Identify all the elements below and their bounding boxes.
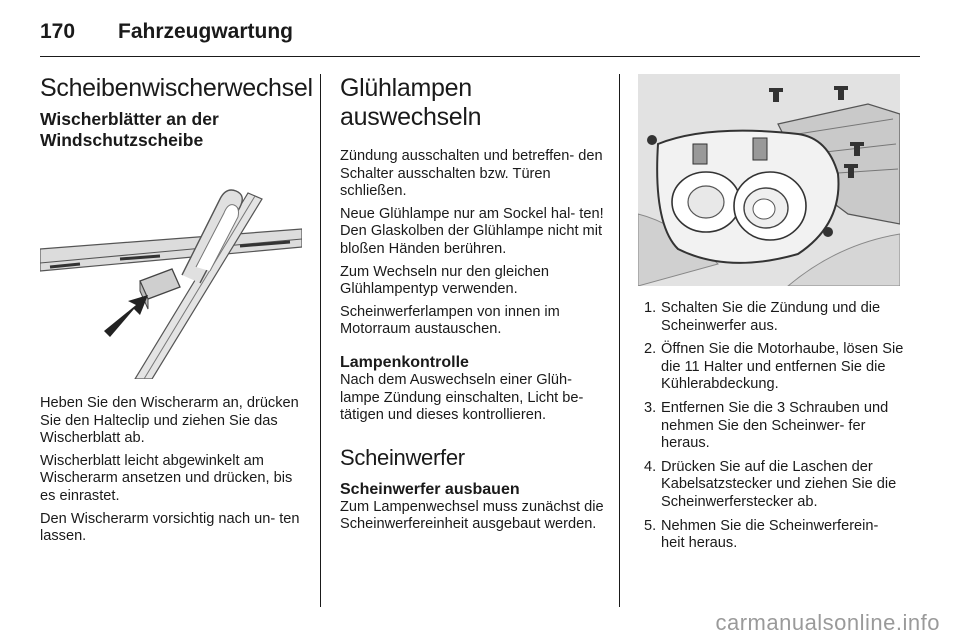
section-title-bulbs-line1: Glühlampen [340, 74, 472, 102]
step-text: Drücken Sie auf die Laschen der Kabelsatzstecker und ziehen Sie die Scheinwerferstecker ab. [661, 458, 897, 510]
column-wiper [40, 74, 313, 551]
column-divider-1 [320, 74, 321, 607]
list-item [638, 341, 904, 394]
page-header [40, 20, 920, 52]
section-title-wiper: Scheibenwischerwechsel [40, 74, 313, 102]
step-text: Öffnen Sie die Motorhaube, lösen Sie die 11 Halter und entfernen Sie die Kühlerabdeckung. [661, 341, 904, 393]
paragraph-wiper-3: Den Wischerarm vorsichtig nach un- ten lassen. [40, 510, 300, 545]
list-item [638, 459, 904, 512]
step-number: 1. [644, 300, 657, 316]
step-text: Entfernen Sie die 3 Schrauben und nehmen Sie den Scheinwer- fer heraus. [661, 399, 889, 452]
paragraph-wiper-2: Wischerblatt leicht abgewinkelt am Wischerarm ansetzen und drücken, bis es einrastet. [40, 452, 293, 504]
column-headlamp-steps [638, 74, 904, 559]
paragraph-scheinwerfer: Zum Lampenwechsel muss zunächst die Scheinwerfereinheit ausgebaut werden. [340, 498, 604, 533]
list-item [638, 300, 904, 335]
heading-lampenkontrolle: Lampenkontrolle [340, 353, 469, 371]
header-divider [40, 56, 920, 57]
paragraph-bulbs-2: Neue Glühlampe nur am Sockel hal- ten! Den Glaskolben der Glühlampe nicht mit bloßen Händen berühren. [340, 205, 604, 257]
paragraph-lampenkontrolle: Nach dem Auswechseln einer Glüh- lampe Zündung einschalten, Licht be- tätigen und dieses kontrollieren. [340, 371, 584, 424]
list-item [638, 518, 904, 553]
column-bulbs [340, 74, 605, 539]
chapter-title: Fahrzeugwartung [118, 20, 294, 43]
paragraph-bulbs-4: Scheinwerferlampen von innen im Motorraum austauschen. [340, 303, 560, 338]
subtitle-wiper-line2: Windschutzscheibe [40, 130, 204, 150]
heading-scheinwerfer-ausbauen: Scheinwerfer ausbauen [340, 480, 520, 498]
section-title-bulbs-line2: auswechseln [340, 103, 482, 131]
paragraph-wiper-1: Heben Sie den Wischerarm an, drücken Sie den Halteclip und ziehen Sie das Wischerblatt ab. [40, 395, 299, 447]
paragraph-bulbs-3: Zum Wechseln nur den gleichen Glühlampentyp verwenden. [340, 263, 550, 298]
subtitle-wiper-line1: Wischerblätter an der [40, 109, 219, 129]
headlamp-illustration-icon [638, 74, 900, 286]
page-number: 170 [40, 20, 76, 43]
list-item [638, 400, 904, 453]
wiper-illustration-icon [40, 171, 302, 379]
section-title-scheinwerfer: Scheinwerfer [340, 444, 465, 470]
step-number: 3. [644, 399, 657, 416]
paragraph-bulbs-1: Zündung ausschalten und betreffen- den Schalter ausschalten bzw. Türen schließen. [340, 148, 603, 200]
step-number: 2. [644, 341, 657, 358]
column-divider-2 [619, 74, 620, 607]
step-number: 4. [644, 458, 657, 475]
steps-list [638, 300, 904, 553]
step-text: Schalten Sie die Zündung und die Scheinwerfer aus. [661, 300, 881, 334]
step-text: Nehmen Sie die Scheinwerferein- heit heraus. [661, 517, 879, 552]
step-number: 5. [644, 517, 657, 534]
wiper-illustration [40, 171, 302, 379]
watermark: carmanualsonline.info [715, 610, 940, 635]
headlamp-illustration [638, 74, 900, 286]
